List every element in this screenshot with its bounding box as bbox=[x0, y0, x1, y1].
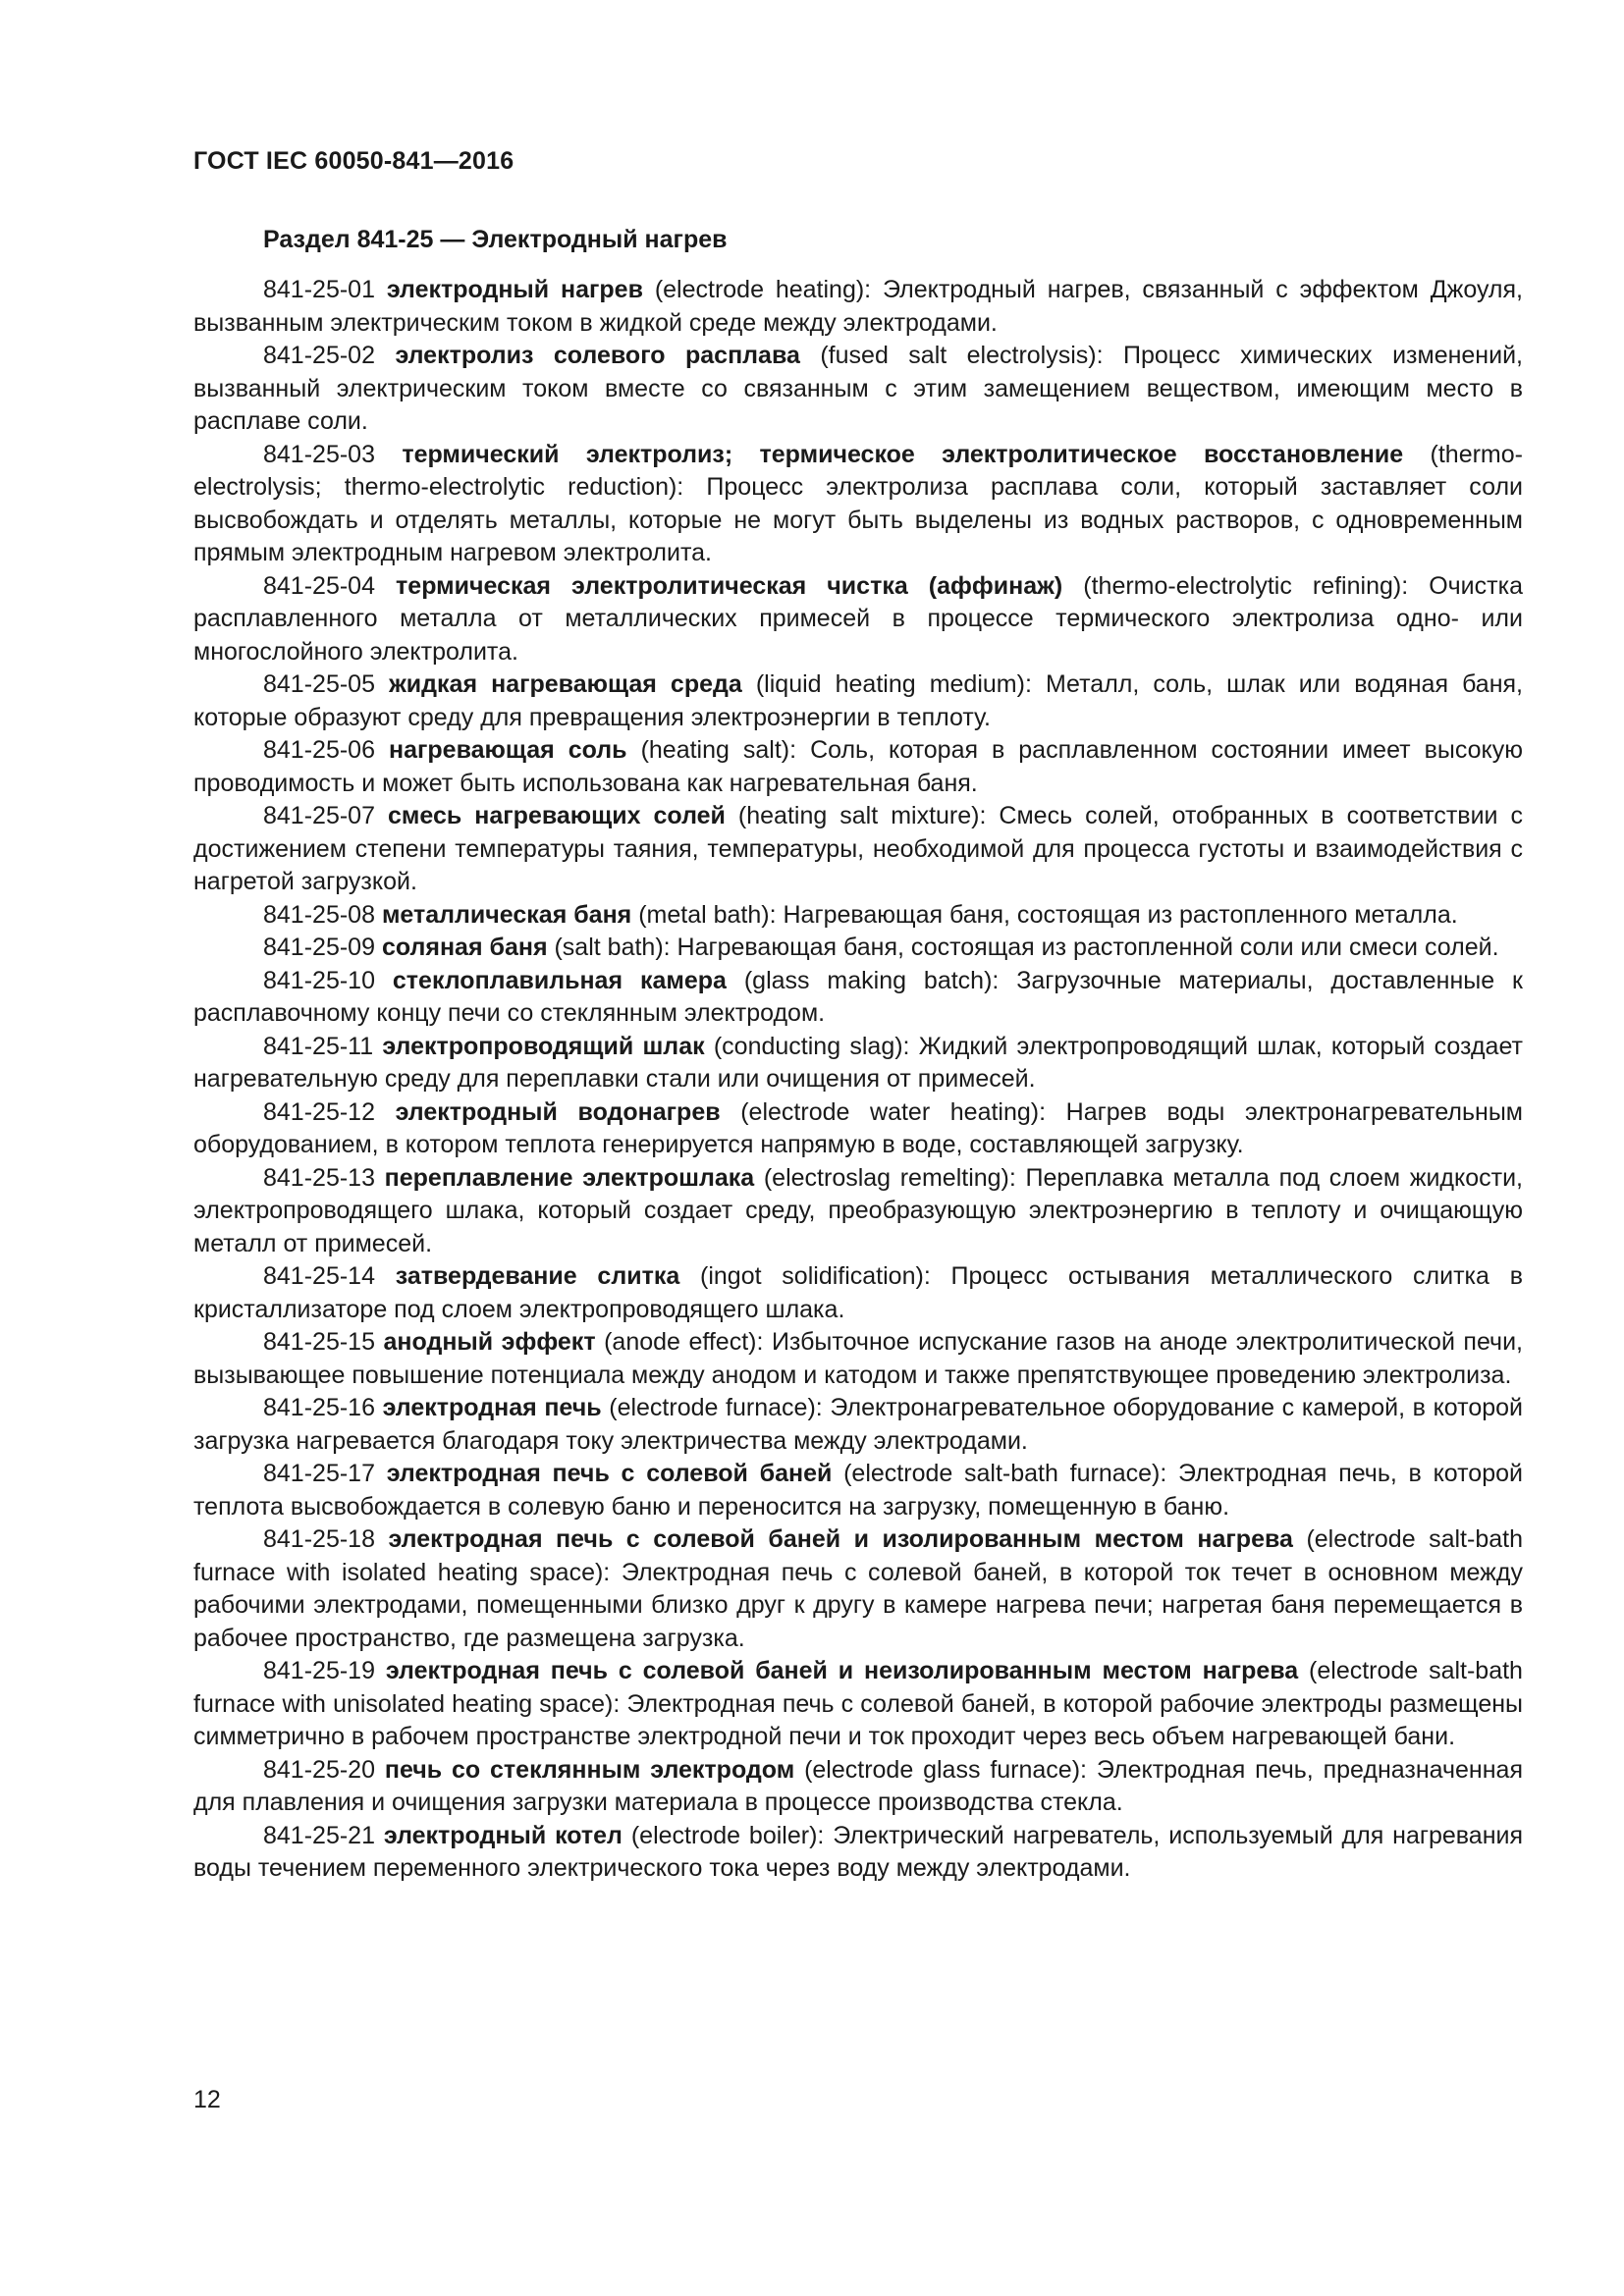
entry-term: затвердевание слитка bbox=[395, 1262, 680, 1290]
term-entry bbox=[193, 1754, 1523, 1820]
entry-term: электродная печь с солевой баней и изолированным местом нагрева bbox=[388, 1525, 1293, 1553]
term-entry bbox=[193, 1655, 1523, 1754]
term-entry bbox=[193, 1392, 1523, 1458]
entry-definition: (electrode salt-bath furnace): Электродная печь, в которой теплота высвобождается в солевую баню и переносится на загрузку, помещенную в баню. bbox=[193, 1460, 1523, 1521]
entry-definition: (glass making batch): Загрузочные материалы, доставленные к расплавочному концу печи со стеклянным электродом. bbox=[193, 966, 1523, 1027]
entry-definition: (heating salt mixture): Смесь солей, отобранных в соответствии с достижением степени температуры таяния, температуры, необходимой для процесса густоты и взаимодействия с нагретой загрузкой. bbox=[193, 802, 1524, 895]
term-entry bbox=[193, 668, 1523, 734]
entry-definition: (liquid heating medium): Металл, соль, шлак или водяная баня, которые образуют среду для превращения электроэнергии в теплоту. bbox=[193, 670, 1524, 731]
entry-number: 841-25-20 bbox=[263, 1755, 375, 1784]
section-title: Раздел 841-25 — Электродный нагрев bbox=[263, 226, 728, 253]
term-entry bbox=[193, 439, 1523, 570]
entry-definition: (electrode boiler): Электрический нагреватель, используемый для нагревания воды течением переменного электрического тока через воду между электродами. bbox=[193, 1821, 1524, 1882]
term-entry bbox=[193, 1031, 1523, 1096]
entry-definition: (salt bath): Нагревающая баня, состоящая из растопленной соли или смеси солей. bbox=[554, 934, 1499, 961]
term-entry bbox=[193, 340, 1523, 439]
entry-term: анодный эффект bbox=[383, 1328, 596, 1356]
term-entry bbox=[193, 1096, 1523, 1162]
entry-definition: (electroslag remelting): Переплавка металла под слоем жидкости, электропроводящего шлака, который создает среду, преобразующую электроэнергию в теплоту и очищающую металл от примесей. bbox=[193, 1163, 1523, 1257]
entry-number: 841-25-11 bbox=[263, 1032, 374, 1060]
terms-list bbox=[193, 274, 1523, 1886]
term-entry bbox=[193, 800, 1523, 899]
term-entry bbox=[193, 1523, 1523, 1655]
entry-number: 841-25-19 bbox=[263, 1657, 375, 1684]
entry-number: 841-25-06 bbox=[263, 736, 375, 764]
entry-term: электродный нагрев bbox=[386, 276, 643, 303]
entry-definition: (ingot solidification): Процесс остывания металлического слитка в кристаллизаторе под слоем электропроводящего шлака. bbox=[193, 1262, 1523, 1323]
entry-number: 841-25-07 bbox=[263, 802, 375, 829]
entry-term: электродная печь с солевой баней и неизолированным местом нагрева bbox=[385, 1657, 1299, 1684]
entry-number: 841-25-09 bbox=[263, 934, 375, 961]
term-entry bbox=[193, 932, 1523, 965]
term-entry bbox=[193, 570, 1523, 669]
entry-number: 841-25-21 bbox=[263, 1821, 375, 1849]
entry-term: металлическая баня bbox=[381, 900, 632, 929]
entry-number: 841-25-15 bbox=[263, 1328, 375, 1356]
entry-term: термический электролиз; термическое электролитическое восстановление bbox=[402, 440, 1404, 468]
entry-term: стеклоплавильная камера bbox=[392, 966, 727, 994]
entry-definition: (electrode heating): Электродный нагрев, связанный с эффектом Джоуля, вызванным электрическим током в жидкой среде между электродами. bbox=[193, 276, 1523, 337]
entry-number: 841-25-18 bbox=[263, 1525, 375, 1553]
entry-number: 841-25-03 bbox=[263, 440, 375, 468]
entry-term: электродная печь с солевой баней bbox=[386, 1460, 833, 1487]
entry-definition: (thermo-electrolytic refining): Очистка расплавленного металла от металлических примесей в процессе термического электролиза одно- или многослойного электролита. bbox=[193, 571, 1523, 666]
entry-term: электродный котел bbox=[383, 1821, 623, 1849]
entry-number: 841-25-04 bbox=[263, 571, 375, 600]
entry-term: термическая электролитическая чистка (аффинаж) bbox=[396, 571, 1063, 600]
entry-number: 841-25-12 bbox=[263, 1097, 375, 1126]
entry-term: жидкая нагревающая среда bbox=[389, 670, 742, 698]
entry-definition: (electrode furnace): Электронагревательное оборудование с камерой, в которой загрузка нагревается благодаря току электричества между электродами. bbox=[193, 1394, 1523, 1455]
term-entry bbox=[193, 899, 1523, 933]
entry-term: электродная печь bbox=[382, 1394, 602, 1421]
entry-term: электродный водонагрев bbox=[395, 1097, 721, 1126]
entry-term: соляная баня bbox=[381, 934, 548, 961]
term-entry bbox=[193, 734, 1523, 800]
term-entry bbox=[193, 1260, 1523, 1326]
entry-definition: (fused salt electrolysis): Процесс химических изменений, вызванный электрическим током вместе со связанным с этим замещением веществом, имеющим место в расплаве соли. bbox=[193, 342, 1523, 435]
entry-number: 841-25-13 bbox=[263, 1163, 375, 1192]
entry-number: 841-25-02 bbox=[263, 342, 375, 369]
entry-number: 841-25-14 bbox=[263, 1262, 375, 1290]
document-header: ГОСТ IEC 60050-841—2016 bbox=[193, 147, 514, 175]
entry-number: 841-25-16 bbox=[263, 1394, 375, 1421]
entry-definition: (electrode salt-bath furnace with isolated heating space): Электродная печь с солевой баней, в которой ток течет в основном между рабочими электродами, помещенными близко друг к другу в камере нагрева печи; нагретая баня перемещается в рабочее пространство, где размещена загрузка. bbox=[193, 1525, 1523, 1652]
term-entry bbox=[193, 1162, 1523, 1261]
entry-definition: (metal bath): Нагревающая баня, состоящая из растопленного металла. bbox=[638, 900, 1458, 929]
entry-number: 841-25-17 bbox=[263, 1460, 375, 1487]
entry-number: 841-25-10 bbox=[263, 966, 375, 994]
entry-term: нагревающая соль bbox=[388, 736, 627, 764]
term-entry bbox=[193, 1326, 1523, 1392]
term-entry bbox=[193, 1820, 1523, 1886]
entry-definition: (heating salt): Соль, которая в расплавленном состоянии имеет высокую проводимость и может быть использована как нагревательная баня. bbox=[193, 736, 1524, 797]
entry-term: смесь нагревающих солей bbox=[388, 802, 726, 829]
entry-definition: (conducting slag): Жидкий электропроводящий шлак, который создает нагревательную среду для переплавки стали или очищения от примесей. bbox=[193, 1032, 1523, 1093]
term-entry bbox=[193, 965, 1523, 1031]
entry-term: электропроводящий шлак bbox=[382, 1032, 705, 1060]
entry-term: печь со стеклянным электродом bbox=[384, 1755, 795, 1784]
entry-definition: (thermo-electrolysis; thermo-electrolytic reduction): Процесс электролиза расплава соли, который заставляет соли высвобождать и отделять металлы, которые не могут быть выделены из водных растворов, с одновременным прямым электродным нагревом электролита. bbox=[193, 440, 1523, 566]
entry-number: 841-25-05 bbox=[263, 670, 375, 698]
page-number: 12 bbox=[193, 2086, 221, 2113]
term-entry bbox=[193, 1458, 1523, 1523]
entry-number: 841-25-01 bbox=[263, 276, 375, 303]
entry-definition: (electrode salt-bath furnace with unisolated heating space): Электродная печь с солевой баней, в которой рабочие электроды размещены симметрично в рабочем пространстве электродной печи и ток проходит через весь объем нагревающей бани. bbox=[193, 1657, 1523, 1750]
entry-definition: (anode effect): Избыточное испускание газов на аноде электролитической печи, вызывающее повышение потенциала между анодом и катодом и также препятствующее проведению электролиза. bbox=[193, 1328, 1523, 1389]
entry-term: переплавление электрошлака bbox=[384, 1163, 755, 1192]
entry-definition: (electrode glass furnace): Электродная печь, предназначенная для плавления и очищения загрузки материала в процессе производства стекла. bbox=[193, 1755, 1523, 1816]
entry-number: 841-25-08 bbox=[263, 900, 375, 929]
term-entry bbox=[193, 274, 1523, 340]
entry-term: электролиз солевого расплава bbox=[395, 342, 800, 369]
entry-definition: (electrode water heating): Нагрев воды электронагревательным оборудованием, в котором теплота генерируется напрямую в воде, составляющей загрузку. bbox=[193, 1097, 1523, 1158]
